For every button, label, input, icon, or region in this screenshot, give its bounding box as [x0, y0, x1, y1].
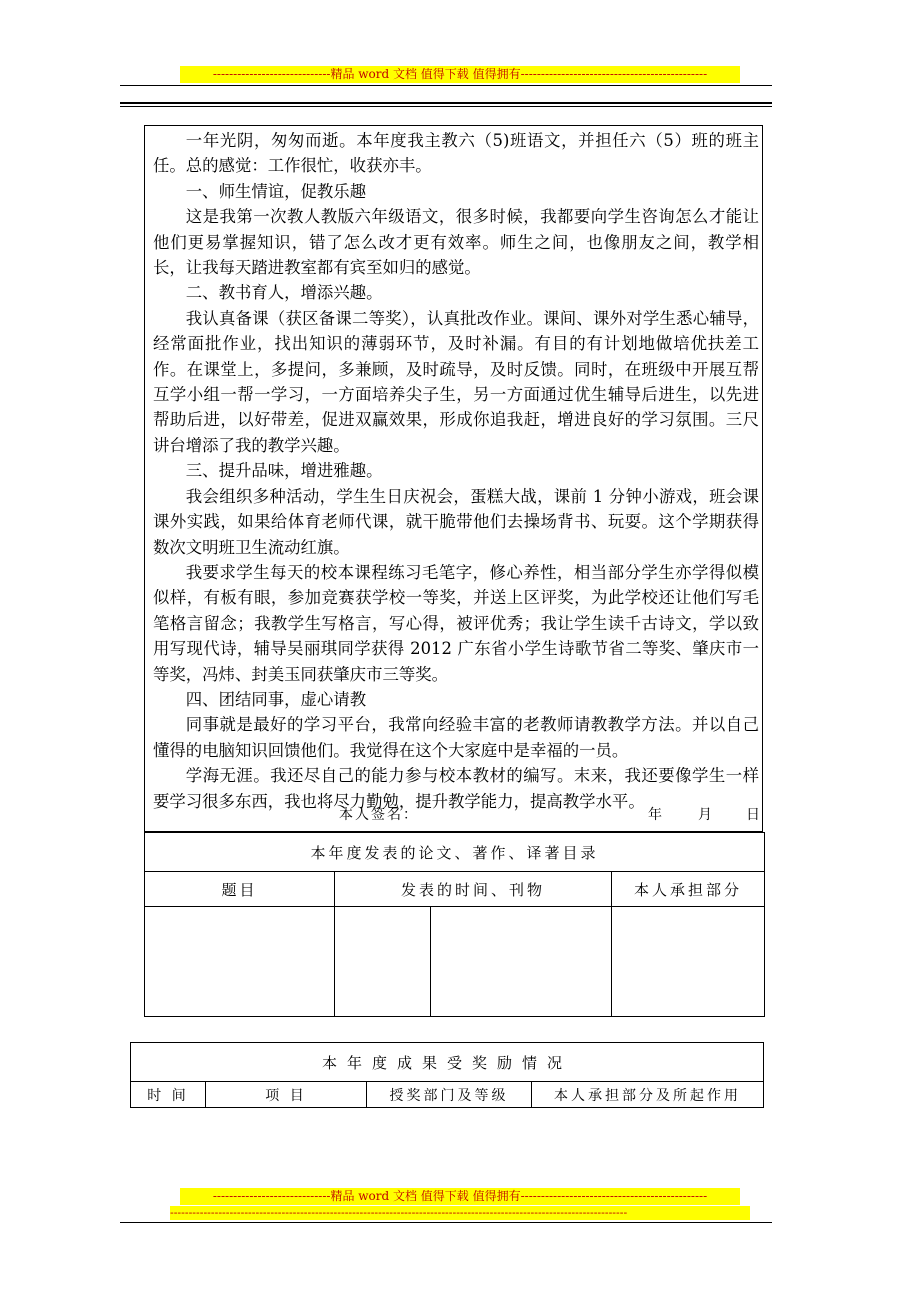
footer-banner: -----------------------------精品 word 文档 值得下载 值得拥有---------------------------------------------- — [180, 1188, 740, 1205]
date-month-label: 月 — [698, 807, 714, 823]
col-header-dept-level: 授奖部门及等级 — [367, 1082, 532, 1108]
paragraph-intro: 一年光阴，匆匆而逝。本年度我主教六（5)班语文，并担任六（5）班的班主任。总的感觉：工作很忙，收获亦丰。 — [153, 131, 759, 176]
heading-section-2: 二、教书育人，增添兴趣。 — [185, 283, 383, 303]
paragraph-conclusion: 学海无涯。我还尽自己的能力参与校本教材的编写。末来，我还要像学生一样要学习很多东西，我也将尽力勤勉，提升教学能力，提高教学水平。 — [153, 766, 759, 811]
table-cell — [612, 907, 765, 1017]
col-header-time-journal: 发表的时间、刊物 — [335, 872, 612, 907]
paragraph-section-2: 我认真备课（获区备课二等奖），认真批改作业。课间、课外对学生悉心辅导，经常面批作业，找出知识的薄弱环节，及时补漏。有目的有计划地做培优扶差工作。在课堂上，多提问，多兼顾，及时疏导，及时反馈。同时，在班级中开展互帮互学小组一帮一学习，一方面培养尖子生，另一方面通过优生辅导后进生，以先进帮助后进，以好带差，促进双赢效果，形成你追我赶，增进良好的学习氛围。三尺讲台增添了我的教学兴趣。 — [153, 308, 759, 455]
table-cell — [335, 907, 431, 1017]
awards-table — [130, 1042, 764, 1108]
date-day-label: 日 — [746, 807, 762, 823]
col-header-item: 项 目 — [206, 1082, 367, 1108]
col-header-own-part: 本人承担部分 — [612, 872, 765, 907]
paragraph-section-3b: 我要求学生每天的校本课程练习毛笔字，修心养性，相当部分学生亦学得似模似样，有板有眼，参加竞赛获学校一等奖，并送上区评奖，为此学校还让他们写毛笔格言留念；我教学生写格言，写心得，被评优秀；我让学生读千古诗文，学以致用写现代诗，辅导吴丽琪同学获得 2012 广东省小学生诗歌节省二等奖、肇庆市一等奖，冯炜、封美玉同获肇庆市三等奖。 — [153, 562, 759, 684]
col-header-role: 本人承担部分及所起作用 — [532, 1082, 764, 1108]
table-cell — [145, 907, 335, 1017]
publications-title: 本年度发表的论文、著作、译著目录 — [145, 833, 765, 872]
table-cell — [431, 907, 612, 1017]
signature-row — [145, 804, 762, 826]
heading-section-4: 四、团结同事，虚心请教 — [185, 689, 367, 709]
header-double-rule — [120, 102, 772, 104]
publications-table — [144, 832, 765, 1017]
summary-text — [153, 128, 759, 814]
col-header-time: 时 间 — [131, 1082, 206, 1108]
header-double-rule-thin — [120, 106, 772, 107]
header-rule — [120, 85, 772, 86]
paragraph-section-4: 同事就是最好的学习平台，我常向经验丰富的老教师请教教学方法。并以自己懂得的电脑知识回馈他们。我觉得在这个大家庭中是幸福的一员。 — [153, 715, 759, 760]
paragraph-section-3a: 我会组织多种活动，学生生日庆祝会，蛋糕大战，课前 1 分钟小游戏，班会课课外实践，如果给体育老师代课，就干脆带他们去操场背书、玩耍。这个学期获得数次文明班卫生流动红旗。 — [153, 486, 759, 557]
col-header-title: 题目 — [145, 872, 335, 907]
summary-box — [144, 125, 763, 832]
paragraph-section-1: 这是我第一次教人教版六年级语文，很多时候，我都要向学生咨询怎么才能让他们更易掌握知识，错了怎么改才更有效率。师生之间，也像朋友之间，教学相长，让我每天踏进教室都有宾至如归的感觉。 — [153, 207, 759, 278]
signature-label: 本人签名： — [339, 807, 419, 823]
date-year-label: 年 — [648, 807, 664, 823]
heading-section-3: 三、提升品味，增进雅趣。 — [185, 461, 383, 481]
footer-dash-line: --------------------------------------------------------------------------------------------------------------------------- — [170, 1206, 750, 1220]
heading-section-1: 一、师生情谊，促教乐趣 — [185, 181, 367, 201]
awards-title: 本年度成果受奖励情况 — [131, 1043, 764, 1082]
footer-rule — [120, 1222, 772, 1223]
header-banner: -----------------------------精品 word 文档 值得下载 值得拥有---------------------------------------------- — [180, 66, 740, 83]
